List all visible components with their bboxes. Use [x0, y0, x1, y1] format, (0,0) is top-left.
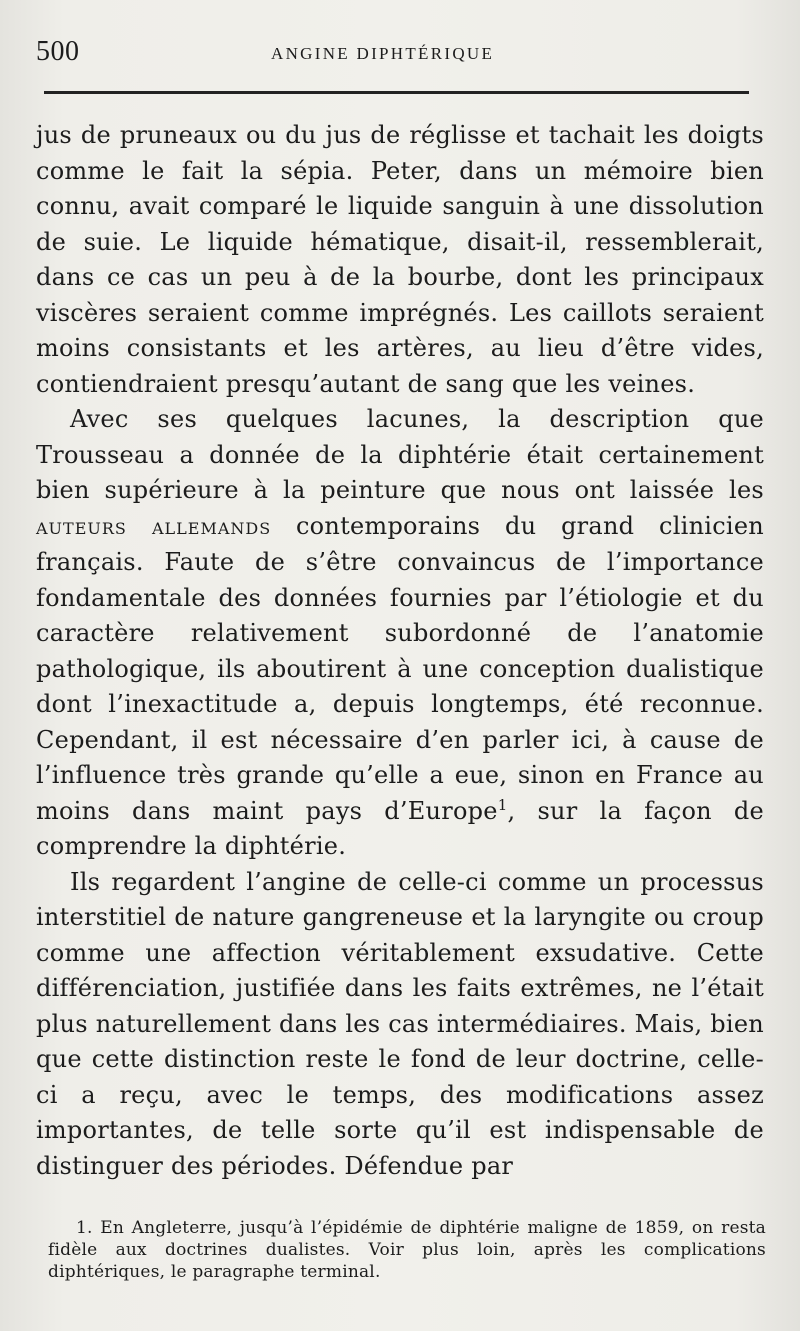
paragraph-2-text-end: , sur la façon de comprendre la diphtérie.	[36, 796, 764, 860]
body-text	[36, 118, 764, 1184]
footnote-reference: 1	[497, 795, 508, 814]
small-caps-phrase: auteurs allemands	[36, 513, 272, 540]
paragraph-2-text-middle: contemporains du grand clinicien français. Faute de s’être convaincus de l’importance fondamentale des données fournies par l’étiologie et du caractère relativement subordonné de l’anatomie pathologique, ils aboutirent à une conception dualistique dont l’inexactitude a, depuis longtemps, été reconnue. Cependant, il est nécessaire d’en parler ici, à cause de l’influence très grande qu’elle a eue, sinon en France au moins dans maint pays d’Europe	[36, 511, 764, 825]
header-rule	[44, 91, 749, 94]
footnote-text: 1. En Angleterre, jusqu’à l’épidémie de diphtérie maligne de 1859, on resta fidèle aux doctrines dualistes. Voir plus loin, après les complications diphtériques, le paragraphe terminal.	[48, 1218, 766, 1282]
paragraph-1: jus de pruneaux ou du jus de réglisse et tachait les doigts comme le fait la sépia. Peter, dans un mémoire bien connu, avait comparé le liquide sanguin à une dissolution de suie. Le liquide hématique, disait-il, ressemblerait, dans ce cas un peu à de la bourbe, dont les principaux viscères seraient comme imprégnés. Les caillots seraient moins consistants et les artères, au lieu d’être vides, contiendraient presqu’autant de sang que les veines.	[36, 121, 764, 398]
running-title: ANGINE DIPHTÉRIQUE	[271, 44, 495, 63]
running-head	[36, 36, 748, 76]
paragraph-3: Ils regardent l’angine de celle-ci comme un processus interstitiel de nature gangreneuse et la laryngite ou croup comme une affection véritablement exsudative. Cette différenciation, justifiée dans les faits extrêmes, ne l’était plus naturellement dans les cas intermédiaires. Mais, bien que cette distinction reste le fond de leur doctrine, celle-ci a reçu, avec le temps, des modifications assez importantes, de telle sorte qu’il est indispensable de distinguer des périodes. Défendue par	[36, 867, 764, 1180]
paragraph-2	[36, 402, 764, 865]
page-number: 500	[36, 36, 80, 67]
paragraph-2-text-start: Avec ses quelques lacunes, la description que Trousseau a donnée de la diphtérie était certainement bien supérieure à la peinture que nous ont laissée les	[36, 405, 764, 504]
footnote	[48, 1217, 766, 1283]
